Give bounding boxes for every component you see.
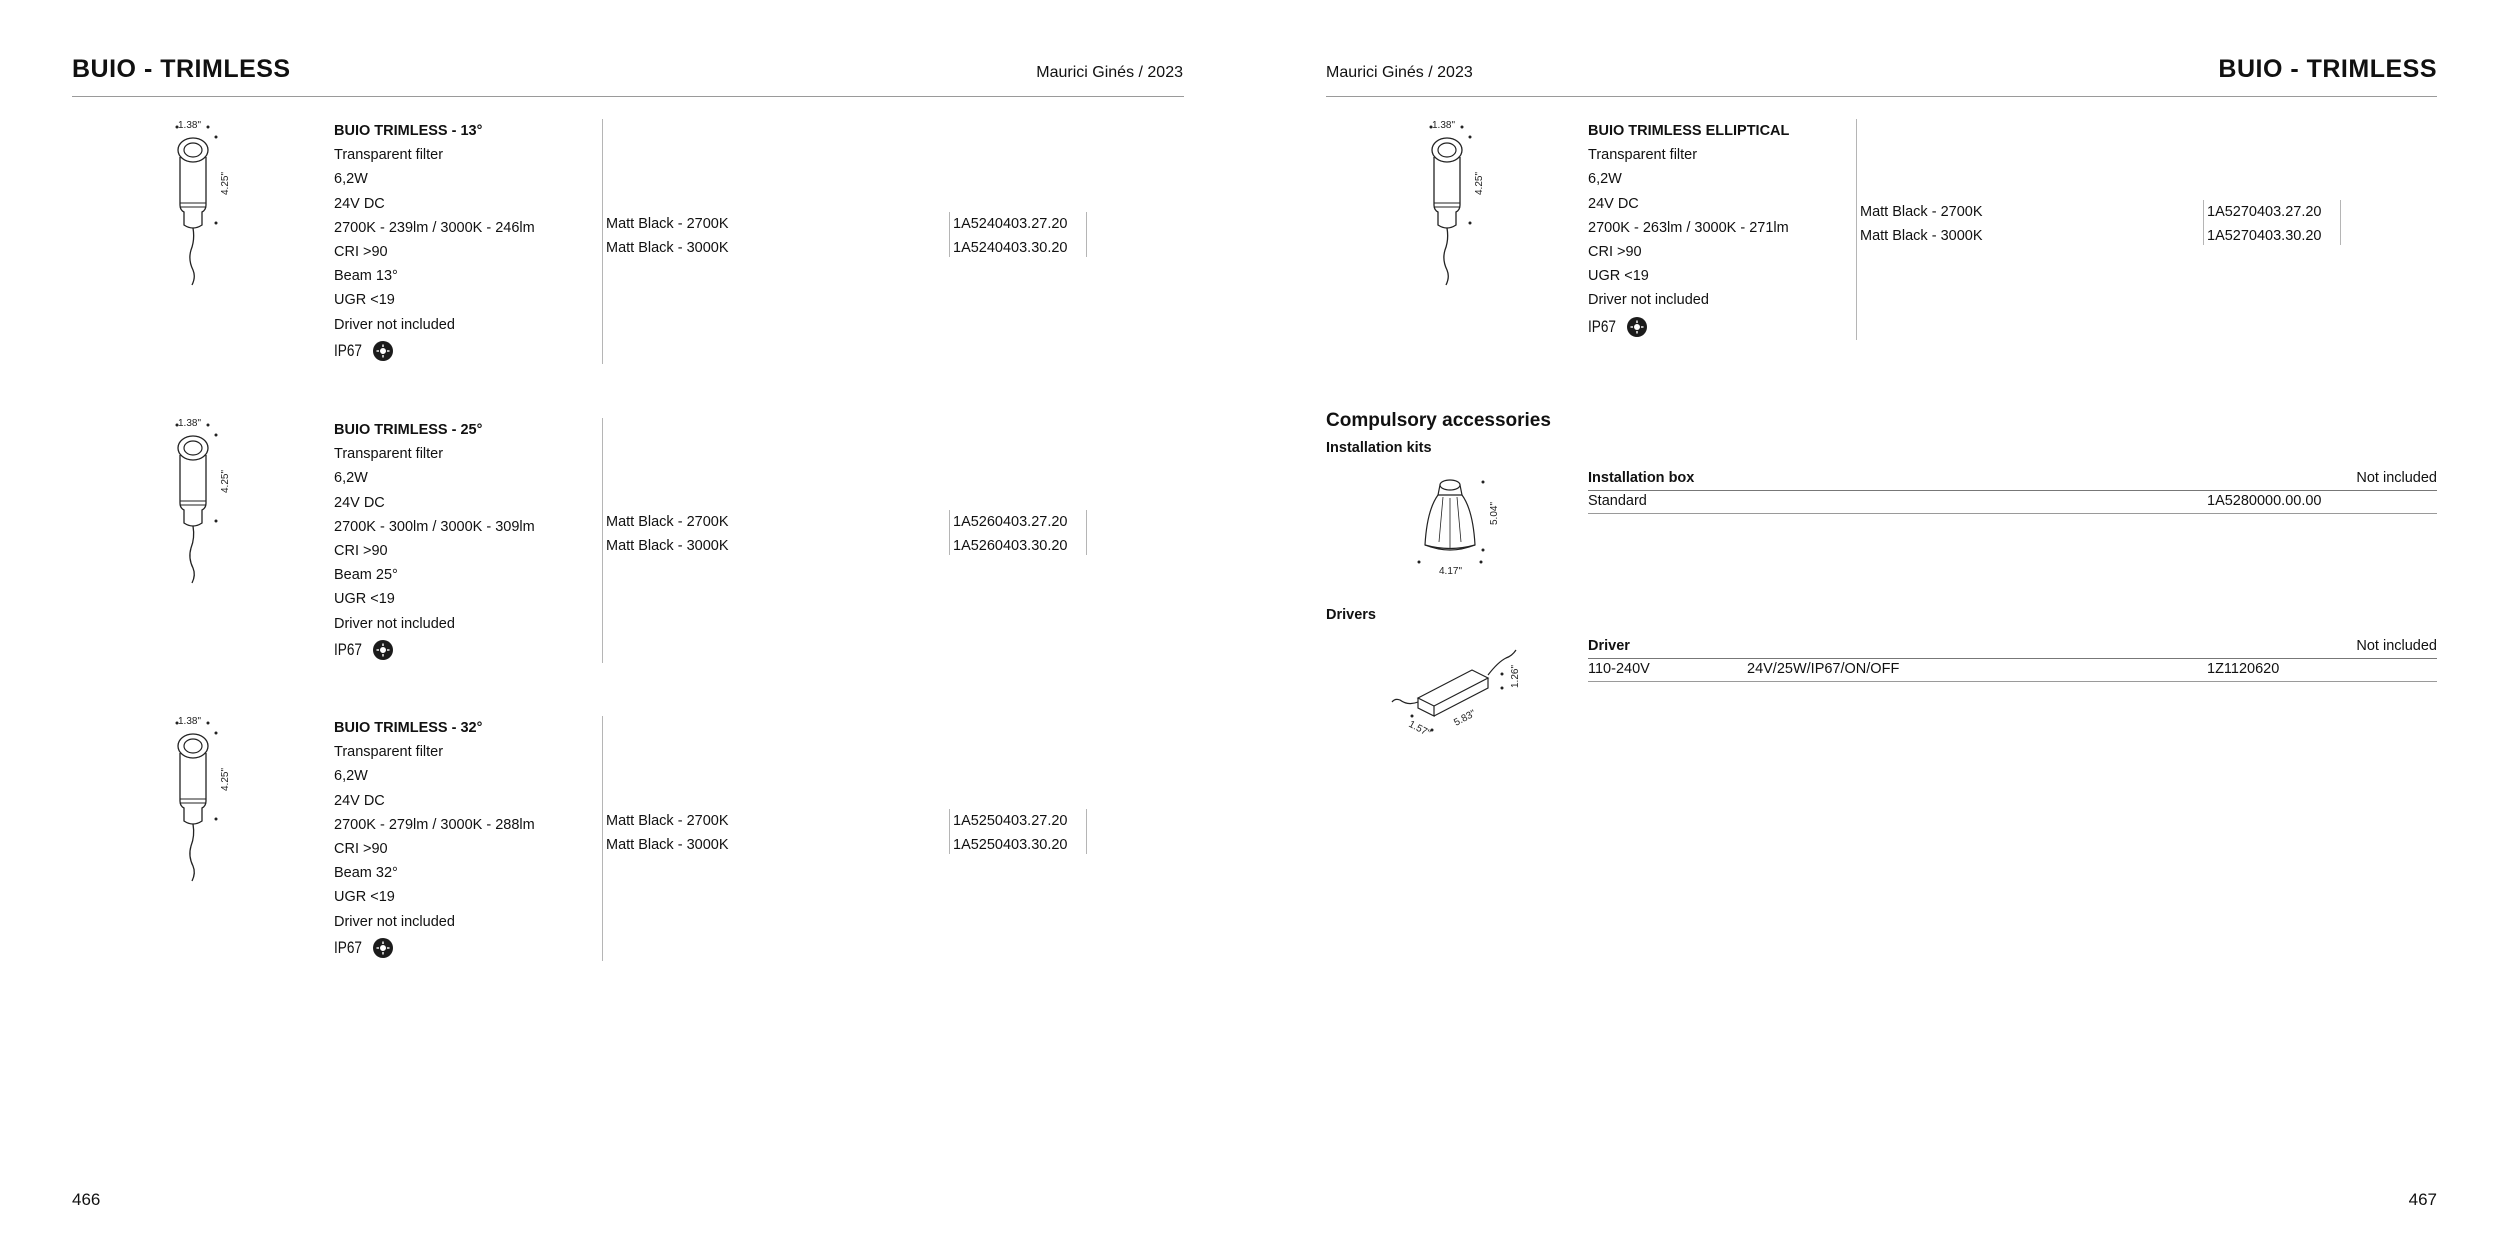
product-spec-1 xyxy=(334,119,535,363)
variant-item: Matt Black - 2700K xyxy=(606,514,729,530)
lamp-drawing-3 xyxy=(158,711,258,886)
product-lumens: 2700K - 279lm / 3000K - 288lm xyxy=(334,816,535,833)
product-beam: Beam 32° xyxy=(334,865,398,882)
variant-list xyxy=(606,510,729,558)
right-brand-title: BUIO - TRIMLESS xyxy=(2218,55,2437,83)
product-code: 1A5260403.30.20 xyxy=(953,538,1068,554)
driver-voltage: 110-240V xyxy=(1588,661,1650,677)
product-lumens: 2700K - 263lm / 3000K - 271lm xyxy=(1588,219,1789,236)
height-label: 4.25" xyxy=(1474,171,1485,195)
product-code: 1A5260403.27.20 xyxy=(953,514,1068,530)
height-label: 4.25" xyxy=(220,767,231,791)
product-power: 6,2W xyxy=(334,768,368,785)
diameter-label: 1.38" xyxy=(178,716,202,727)
diameter-label: 1.38" xyxy=(1432,120,1456,131)
product-voltage: 24V DC xyxy=(334,494,385,511)
right-page-number: 467 xyxy=(2408,1190,2437,1209)
driver-status: Not included xyxy=(2356,638,2437,654)
product-driver-note: Driver not included xyxy=(334,913,455,930)
walk-over-icon xyxy=(373,938,393,958)
driver-header-rule xyxy=(1588,658,2437,659)
driver-figure xyxy=(1392,650,1516,716)
driver-width-label: 1.57" xyxy=(1406,718,1433,740)
product-cri: CRI >90 xyxy=(1588,244,1642,261)
product-spec-2 xyxy=(334,418,535,662)
product-title: BUIO TRIMLESS - 25° xyxy=(334,422,483,438)
installation-box-drawing xyxy=(1405,470,1525,580)
code-list xyxy=(2207,200,2322,248)
driver-code: 1Z1120620 xyxy=(2207,661,2280,677)
product-ugr: UGR <19 xyxy=(334,292,395,309)
ip-rating-row xyxy=(1588,315,1789,339)
installation-box-code: 1A5280000.00.00 xyxy=(2207,493,2322,509)
spec-divider xyxy=(602,119,603,364)
left-header-rule xyxy=(72,96,1184,97)
variant-list xyxy=(606,212,729,260)
product-title: BUIO TRIMLESS - 32° xyxy=(334,720,483,736)
product-code: 1A5250403.30.20 xyxy=(953,837,1068,853)
driver-length-label: 5.83" xyxy=(1452,708,1478,729)
code-divider xyxy=(949,212,950,257)
lamp-drawing-4 xyxy=(1412,115,1512,290)
installation-box-status: Not included xyxy=(2356,470,2437,486)
product-lumens: 2700K - 300lm / 3000K - 309lm xyxy=(334,518,535,535)
spec-divider xyxy=(1856,119,1857,340)
product-driver-note: Driver not included xyxy=(334,316,455,333)
code-divider xyxy=(949,510,950,555)
product-code: 1A5240403.27.20 xyxy=(953,216,1068,232)
product-filter: Transparent filter xyxy=(334,744,444,761)
code-list xyxy=(953,809,1068,857)
driver-row-rule xyxy=(1588,681,2437,682)
variant-item: Matt Black - 3000K xyxy=(1860,228,1983,244)
installation-box-header: Installation box xyxy=(1588,470,1695,486)
product-voltage: 24V DC xyxy=(334,792,385,809)
product-filter: Transparent filter xyxy=(334,446,444,463)
code-divider xyxy=(2203,200,2204,245)
product-spec-4 xyxy=(1588,119,1789,339)
installation-box-type: Standard xyxy=(1588,493,1647,509)
variant-item: Matt Black - 2700K xyxy=(1860,204,1983,220)
lamp-figure xyxy=(176,418,232,583)
code-end-divider xyxy=(1086,809,1087,854)
installation-row-rule xyxy=(1588,513,2437,514)
accessories-title: Compulsory accessories xyxy=(1326,410,1551,431)
height-label: 4.25" xyxy=(220,469,231,493)
box-width-label: 4.17" xyxy=(1439,566,1463,577)
left-brand-title: BUIO - TRIMLESS xyxy=(72,55,291,83)
left-author: Maurici Ginés / 2023 xyxy=(1036,64,1183,81)
diameter-label: 1.38" xyxy=(178,120,202,131)
diameter-label: 1.38" xyxy=(178,418,202,429)
product-power: 6,2W xyxy=(334,470,368,487)
ip-rating-row xyxy=(334,936,535,960)
lamp-figure xyxy=(176,716,232,881)
installation-box-figure xyxy=(1425,480,1475,550)
right-header-rule xyxy=(1326,96,2437,97)
variant-item: Matt Black - 3000K xyxy=(606,240,729,256)
product-spec-3 xyxy=(334,716,535,960)
box-height-label: 5.04" xyxy=(1489,501,1500,525)
code-end-divider xyxy=(1086,212,1087,257)
ip-rating: IP67 xyxy=(334,639,362,659)
ip-rating-row xyxy=(334,638,535,662)
product-filter: Transparent filter xyxy=(334,147,444,164)
left-page-number: 466 xyxy=(72,1190,101,1209)
product-cri: CRI >90 xyxy=(334,244,388,261)
lamp-figure xyxy=(176,120,232,285)
product-cri: CRI >90 xyxy=(334,543,388,560)
lamp-drawing-2 xyxy=(158,413,258,588)
variant-item: Matt Black - 3000K xyxy=(606,837,729,853)
product-beam: Beam 13° xyxy=(334,268,398,285)
product-ugr: UGR <19 xyxy=(334,889,395,906)
variant-item: Matt Black - 2700K xyxy=(606,813,729,829)
code-list xyxy=(953,212,1068,260)
code-divider xyxy=(949,809,950,854)
spec-divider xyxy=(602,716,603,961)
lamp-figure xyxy=(1430,120,1486,285)
variant-item: Matt Black - 3000K xyxy=(606,538,729,554)
product-ugr: UGR <19 xyxy=(1588,268,1649,285)
product-driver-note: Driver not included xyxy=(334,615,455,632)
ip-rating-row xyxy=(334,339,535,363)
walk-over-icon xyxy=(373,640,393,660)
code-end-divider xyxy=(1086,510,1087,555)
product-code: 1A5270403.27.20 xyxy=(2207,204,2322,220)
product-power: 6,2W xyxy=(334,171,368,188)
product-beam: Beam 25° xyxy=(334,567,398,584)
product-filter: Transparent filter xyxy=(1588,147,1698,164)
variant-list xyxy=(606,809,729,857)
ip-rating: IP67 xyxy=(1588,316,1616,336)
product-ugr: UGR <19 xyxy=(334,591,395,608)
driver-header: Driver xyxy=(1588,638,1630,654)
product-code: 1A5240403.30.20 xyxy=(953,240,1068,256)
variant-item: Matt Black - 2700K xyxy=(606,216,729,232)
installation-kits-title: Installation kits xyxy=(1326,440,1432,456)
code-end-divider xyxy=(2340,200,2341,245)
ip-rating: IP67 xyxy=(334,937,362,957)
walk-over-icon xyxy=(1627,317,1647,337)
product-voltage: 24V DC xyxy=(1588,195,1639,212)
product-code: 1A5250403.27.20 xyxy=(953,813,1068,829)
ip-rating: IP67 xyxy=(334,340,362,360)
product-voltage: 24V DC xyxy=(334,195,385,212)
drivers-title: Drivers xyxy=(1326,607,1376,623)
driver-height-label: 1.26" xyxy=(1510,664,1521,688)
product-title: BUIO TRIMLESS - 13° xyxy=(334,123,483,139)
product-code: 1A5270403.30.20 xyxy=(2207,228,2322,244)
walk-over-icon xyxy=(373,341,393,361)
product-title: BUIO TRIMLESS ELLIPTICAL xyxy=(1588,123,1790,139)
product-power: 6,2W xyxy=(1588,171,1622,188)
variant-list xyxy=(1860,200,1983,248)
installation-header-rule xyxy=(1588,490,2437,491)
product-lumens: 2700K - 239lm / 3000K - 246lm xyxy=(334,219,535,236)
product-cri: CRI >90 xyxy=(334,841,388,858)
code-list xyxy=(953,510,1068,558)
spec-divider xyxy=(602,418,603,663)
lamp-drawing-1 xyxy=(158,115,258,290)
right-author: Maurici Ginés / 2023 xyxy=(1326,64,1473,81)
driver-drawing xyxy=(1390,640,1530,740)
height-label: 4.25" xyxy=(220,171,231,195)
product-driver-note: Driver not included xyxy=(1588,292,1709,309)
driver-spec: 24V/25W/IP67/ON/OFF xyxy=(1747,661,1900,677)
